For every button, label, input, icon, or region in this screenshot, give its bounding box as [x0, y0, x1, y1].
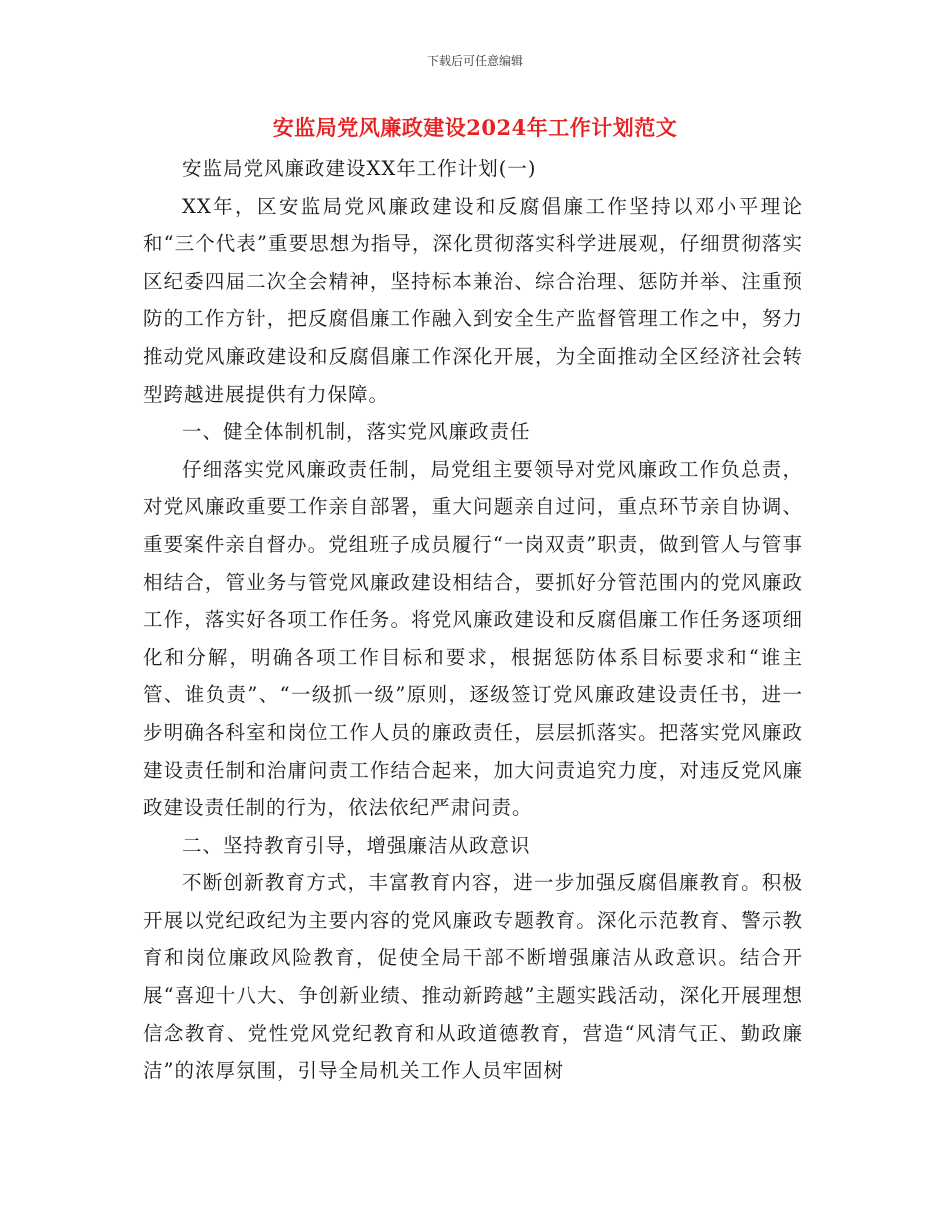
section-heading-1: 一、健全体制机制，落实党风廉政责任 [182, 420, 531, 444]
section-heading-2: 二、坚持教育引导，增强廉洁从政意识 [182, 833, 531, 857]
section-1-paragraph: 仔细落实党风廉政责任制，局党组主要领导对党风廉政工作负总责，对党风廉政重要工作亲自部署，重大问题亲自过问，重点环节亲自协调、重要案件亲自督办。党组班子成员履行“一岗双责”职责，做到管人与管事相结合，管业务与管党风廉政建设相结合，要抓好分管范围内的党风廉政工作，落实好各项工作任务。将党风廉政建设和反腐倡廉工作任务逐项细化和分解，明确各项工作目标和要求，根据惩防体系目标要求和“谁主管、谁负责”、“一级抓一级”原则，逐级签订党风廉政建设责任书，进一步明确各科室和岗位工作人员的廉政责任，层层抓落实。把落实党风廉政建设责任制和治庸问责工作结合起来，加大问责追究力度，对违反党风廉政建设责任制的行为，依法依纪严肃问责。 [143, 457, 803, 820]
section-2-paragraph: 不断创新教育方式，丰富教育内容，进一步加强反腐倡廉教育。积极开展以党纪政纪为主要内容的党风廉政专题教育。深化示范教育、警示教育和岗位廉政风险教育，促使全局干部不断增强廉洁从政意识。结合开展“喜迎十八大、争创新业绩、推动新跨越”主题实践活动，深化开展理想信念教育、党性党风党纪教育和从政道德教育，营造“风清气正、勤政廉洁”的浓厚氛围，引导全局机关工作人员牢固树 [143, 871, 803, 1083]
document-title: 安监局党风廉政建设2024年工作计划范文 [272, 115, 678, 140]
document-body [143, 150, 803, 1090]
subtitle-paragraph: 安监局党风廉政建设XX年工作计划(一) [182, 157, 537, 180]
header-note: 下载后可任意编辑 [426, 54, 523, 68]
intro-paragraph: XX年，区安监局党风廉政建设和反腐倡廉工作坚持以邓小平理论和“三个代表”重要思想为指导，深化贯彻落实科学进展观，仔细贯彻落实区纪委四届二次全会精神，坚持标本兼治、综合治理、惩防并举、注重预防的工作方针，把反腐倡廉工作融入到安全生产监督管理工作之中，努力推动党风廉政建设和反腐倡廉工作深化开展，为全面推动全区经济社会转型跨越进展提供有力保障。 [143, 194, 803, 406]
